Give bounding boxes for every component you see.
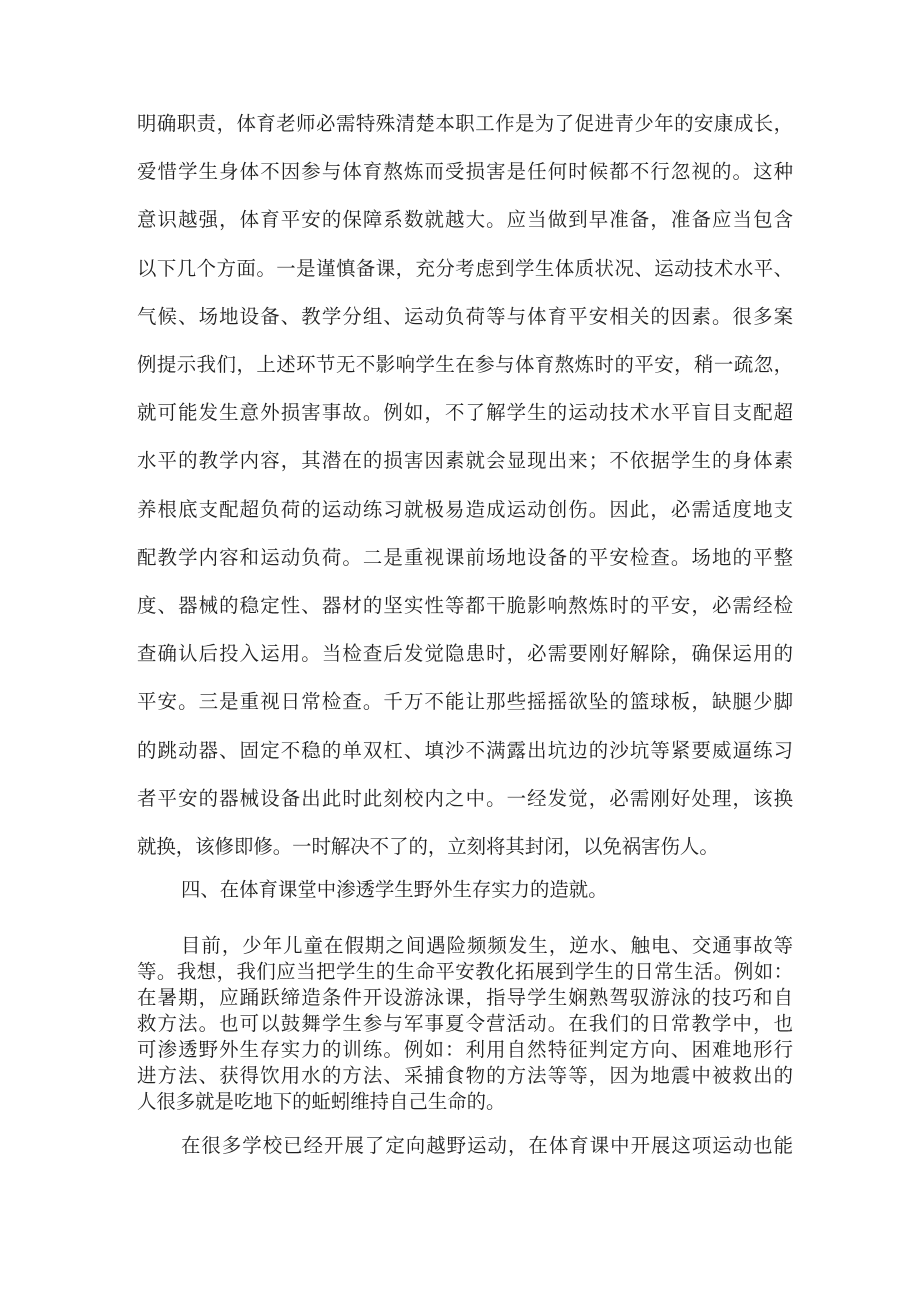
- section-heading-4: [137, 877, 793, 904]
- text-line: 查确认后投入运用。当检查后发觉隐患时，必需要刚好解除，确保运用的: [137, 644, 793, 666]
- body-paragraph-orienteering: [137, 1134, 793, 1160]
- text-line: 养根底支配超负荷的运动练习就极易造成运动创伤。因此，必需适度地支: [137, 499, 793, 521]
- text-line: 救方法。也可以鼓舞学生参与军事夏令营活动。在我们的日常教学中，也: [137, 1014, 793, 1035]
- text-line: 以下几个方面。一是谨慎备课，充分考虑到学生体质状况、运动技术水平、: [137, 258, 793, 280]
- text-line: 爱惜学生身体不因参与体育熬炼而受损害是任何时候都不行忽视的。这种: [137, 162, 793, 184]
- text-line: 就可能发生意外损害事故。例如，不了解学生的运动技术水平盲目支配超: [137, 403, 793, 425]
- text-line: 平安。三是重视日常检查。千万不能让那些摇摇欲坠的篮球板，缺腿少脚: [137, 692, 793, 714]
- text-line: 气候、场地设备、教学分组、运动负荷等与体育平安相关的因素。很多案: [137, 306, 793, 328]
- text-line: 意识越强，体育平安的保障系数就越大。应当做到早准备，准备应当包含: [137, 210, 793, 232]
- text-line: 等。我想，我们应当把学生的生命平安教化拓展到学生的日常生活。例如：: [137, 962, 793, 983]
- text-line: 明确职责，体育老师必需特殊清楚本职工作是为了促进青少年的安康成长，: [137, 114, 793, 135]
- text-line: 者平安的器械设备出此时此刻校内之中。一经发觉，必需刚好处理，该换: [137, 788, 793, 810]
- text-line: 目前，少年儿童在假期之间遇险频频发生，逆水、触电、交通事故等: [181, 936, 793, 957]
- text-line: 水平的教学内容，其潜在的损害因素就会显现出来；不依据学生的身体素: [137, 451, 793, 473]
- body-paragraph-outdoor-survival: [137, 934, 793, 1116]
- section-heading-text: 四、在体育课堂中渗透学生野外生存实力的造就。: [181, 880, 608, 901]
- text-line: 度、器械的稳定性、器材的坚实性等都干脆影响熬炼时的平安，必需经检: [137, 596, 793, 618]
- text-line: 配教学内容和运动负荷。二是重视课前场地设备的平安检查。场地的平整: [137, 547, 793, 569]
- text-line: 例提示我们，上述环节无不影响学生在参与体育熬炼时的平安，稍一疏忽，: [137, 355, 793, 377]
- text-line: 的跳动器、固定不稳的单双杠、填沙不满露出坑边的沙坑等紧要威逼练习: [137, 740, 793, 762]
- text-line: 在很多学校已经开展了定向越野运动，在体育课中开展这项运动也能: [181, 1136, 793, 1157]
- text-line: 可渗透野外生存实力的训练。例如：利用自然特征判定方向、困难地形行: [137, 1040, 793, 1061]
- text-line: 在暑期，应踊跃缔造条件开设游泳课，指导学生娴熟驾驭游泳的技巧和自: [137, 988, 793, 1009]
- text-line: 人很多就是吃地下的蚯蚓维持自己生命的。: [137, 1092, 506, 1113]
- text-line: 就换，该修即修。一时解决不了的，立刻将其封闭，以免祸害伤人。: [137, 837, 719, 859]
- text-line: 进方法、获得饮用水的方法、采捕食物的方法等等，因为地震中被救出的: [137, 1066, 793, 1087]
- body-paragraph-safety-measures: [137, 101, 793, 872]
